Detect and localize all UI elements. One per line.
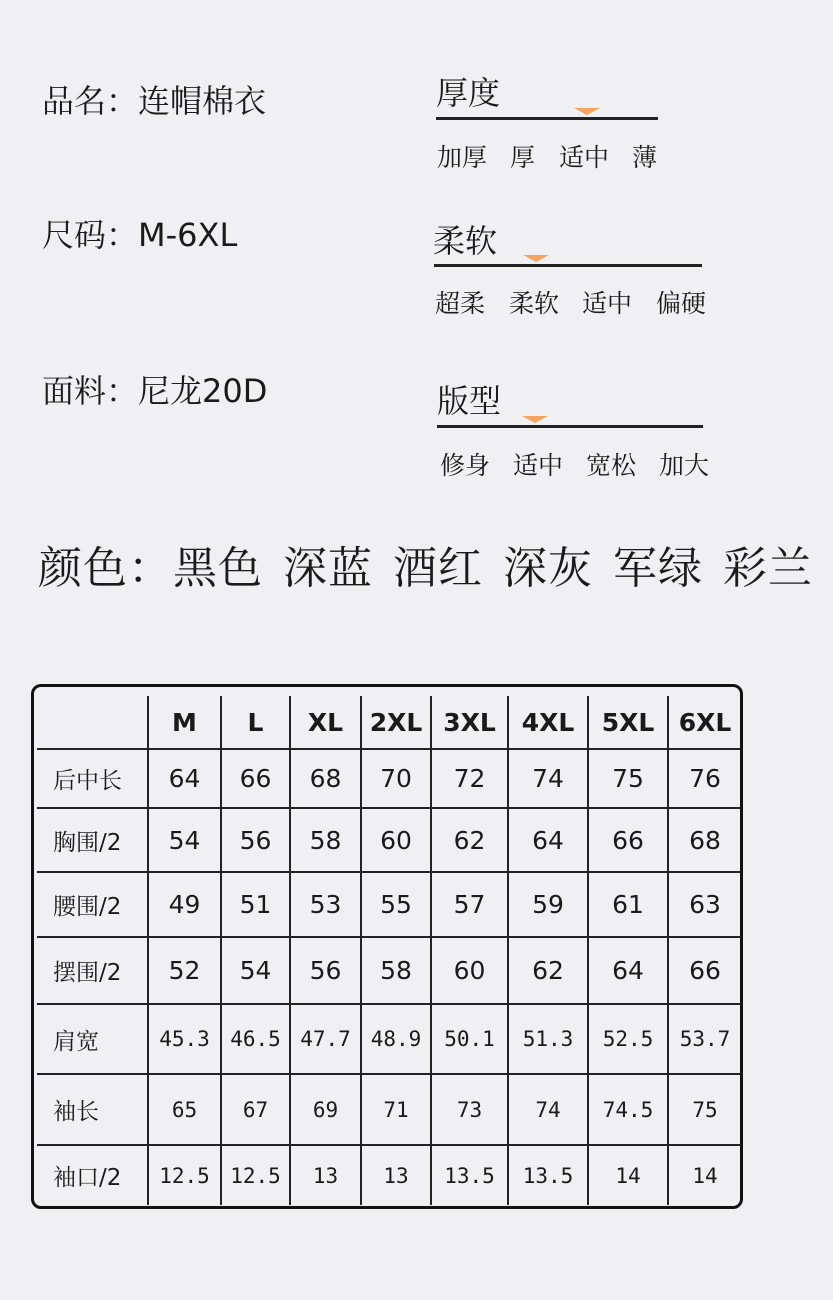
spec-product-name: 品名：连帽棉衣: [42, 82, 267, 120]
attribute-option: 适中: [559, 143, 610, 172]
size-cell: 51.3: [508, 1004, 588, 1074]
size-cell: 75: [668, 1074, 741, 1145]
size-cell: 66: [221, 749, 290, 808]
attribute-option: 适中: [513, 451, 564, 480]
size-cell: 63: [668, 872, 741, 937]
size-cell: 49: [148, 872, 221, 937]
attribute-option: 宽松: [586, 451, 637, 480]
size-row: [37, 749, 741, 808]
size-cell: 12.5: [148, 1145, 221, 1205]
size-cell: 66: [668, 937, 741, 1004]
attribute-title: 厚度: [436, 74, 501, 112]
size-cell: 53: [290, 872, 361, 937]
spec-fabric: 面料：尼龙20D: [42, 372, 268, 410]
size-row-label: 后中长: [37, 749, 148, 808]
color-label: 颜色：: [38, 543, 173, 594]
size-cell: 68: [668, 808, 741, 872]
size-cell: 13.5: [431, 1145, 508, 1205]
attribute-title: 版型: [437, 382, 502, 420]
size-header-cell: 2XL: [361, 696, 431, 749]
size-cell: 52: [148, 937, 221, 1004]
size-cell: 14: [588, 1145, 668, 1205]
size-cell: 56: [221, 808, 290, 872]
attribute-selected-marker: [574, 108, 600, 115]
attribute-option: 适中: [582, 289, 633, 318]
size-cell: 72: [431, 749, 508, 808]
size-cell: 66: [588, 808, 668, 872]
size-cell: 76: [668, 749, 741, 808]
size-cell: 75: [588, 749, 668, 808]
size-header-cell: L: [221, 696, 290, 749]
color-option: 彩兰: [723, 543, 813, 594]
size-cell: 70: [361, 749, 431, 808]
size-row: [37, 872, 741, 937]
color-option: 酒红: [393, 543, 483, 594]
size-cell: 46.5: [221, 1004, 290, 1074]
size-row: [37, 1074, 741, 1145]
size-cell: 64: [588, 937, 668, 1004]
size-cell: 74: [508, 1074, 588, 1145]
size-cell: 74: [508, 749, 588, 808]
attribute-title: 柔软: [433, 222, 498, 260]
size-row-label: 肩宽: [37, 1004, 148, 1074]
size-cell: 67: [221, 1074, 290, 1145]
size-header-corner: [37, 696, 148, 749]
size-cell: 13.5: [508, 1145, 588, 1205]
attribute-selected-marker: [522, 416, 548, 423]
size-header-cell: M: [148, 696, 221, 749]
size-cell: 71: [361, 1074, 431, 1145]
size-cell: 60: [431, 937, 508, 1004]
color-list: [38, 532, 833, 596]
size-cell: 56: [290, 937, 361, 1004]
attribute-option: 修身: [440, 451, 491, 480]
attribute-option: 超柔: [435, 289, 486, 318]
size-header-cell: 3XL: [431, 696, 508, 749]
size-chart-table: [37, 696, 741, 1205]
size-cell: 69: [290, 1074, 361, 1145]
size-cell: 47.7: [290, 1004, 361, 1074]
size-cell: 51: [221, 872, 290, 937]
size-cell: 48.9: [361, 1004, 431, 1074]
attribute-option: 薄: [632, 143, 658, 172]
size-cell: 45.3: [148, 1004, 221, 1074]
size-row-label: 袖口/2: [53, 1165, 122, 1191]
spec-size-range: 尺码：M-6XL: [42, 216, 238, 254]
size-row-label: 胸围/2: [37, 808, 148, 872]
size-cell: 58: [290, 808, 361, 872]
size-row-label: 袖长: [37, 1074, 148, 1145]
size-row-label: 摆围/2: [37, 937, 148, 1004]
attribute-option: 偏硬: [656, 289, 707, 318]
size-header-cell: 6XL: [668, 696, 741, 749]
size-cell: 64: [508, 808, 588, 872]
attribute-scale-line: [434, 264, 702, 267]
size-cell: 52.5: [588, 1004, 668, 1074]
size-cell: 53.7: [668, 1004, 741, 1074]
size-cell: 68: [290, 749, 361, 808]
size-header-cell: 4XL: [508, 696, 588, 749]
size-cell: 64: [148, 749, 221, 808]
size-header-cell: XL: [290, 696, 361, 749]
attribute-scale-line: [436, 117, 658, 120]
size-header-row: [37, 696, 741, 749]
size-cell: 55: [361, 872, 431, 937]
size-cell: 73: [431, 1074, 508, 1145]
size-row: [37, 808, 741, 872]
size-row: [37, 1145, 741, 1205]
size-cell: 57: [431, 872, 508, 937]
attribute-option: 厚: [510, 143, 536, 172]
size-cell: 13: [290, 1145, 361, 1205]
size-row: [37, 937, 741, 1004]
color-option: 深灰: [503, 543, 593, 594]
attribute-selected-marker: [523, 255, 549, 262]
size-row-label: 腰围/2: [37, 872, 148, 937]
size-cell: 12.5: [221, 1145, 290, 1205]
size-cell: 50.1: [431, 1004, 508, 1074]
size-cell: 59: [508, 872, 588, 937]
size-cell: 62: [508, 937, 588, 1004]
attribute-option: 加大: [659, 451, 710, 480]
size-cell: 60: [361, 808, 431, 872]
size-cell: 54: [221, 937, 290, 1004]
size-cell: 61: [588, 872, 668, 937]
size-cell: 74.5: [588, 1074, 668, 1145]
attribute-option: 柔软: [509, 289, 560, 318]
size-cell: 54: [148, 808, 221, 872]
color-option: 黑色: [173, 543, 263, 594]
size-cell: 62: [431, 808, 508, 872]
attribute-option: 加厚: [437, 143, 488, 172]
color-option: 深蓝: [283, 543, 373, 594]
size-header-cell: 5XL: [588, 696, 668, 749]
size-row: [37, 1004, 741, 1074]
color-option: 军绿: [613, 543, 703, 594]
size-cell: 58: [361, 937, 431, 1004]
attribute-scale-line: [437, 425, 703, 428]
size-cell: 14: [668, 1145, 741, 1205]
size-cell: 65: [148, 1074, 221, 1145]
size-cell: 13: [361, 1145, 431, 1205]
